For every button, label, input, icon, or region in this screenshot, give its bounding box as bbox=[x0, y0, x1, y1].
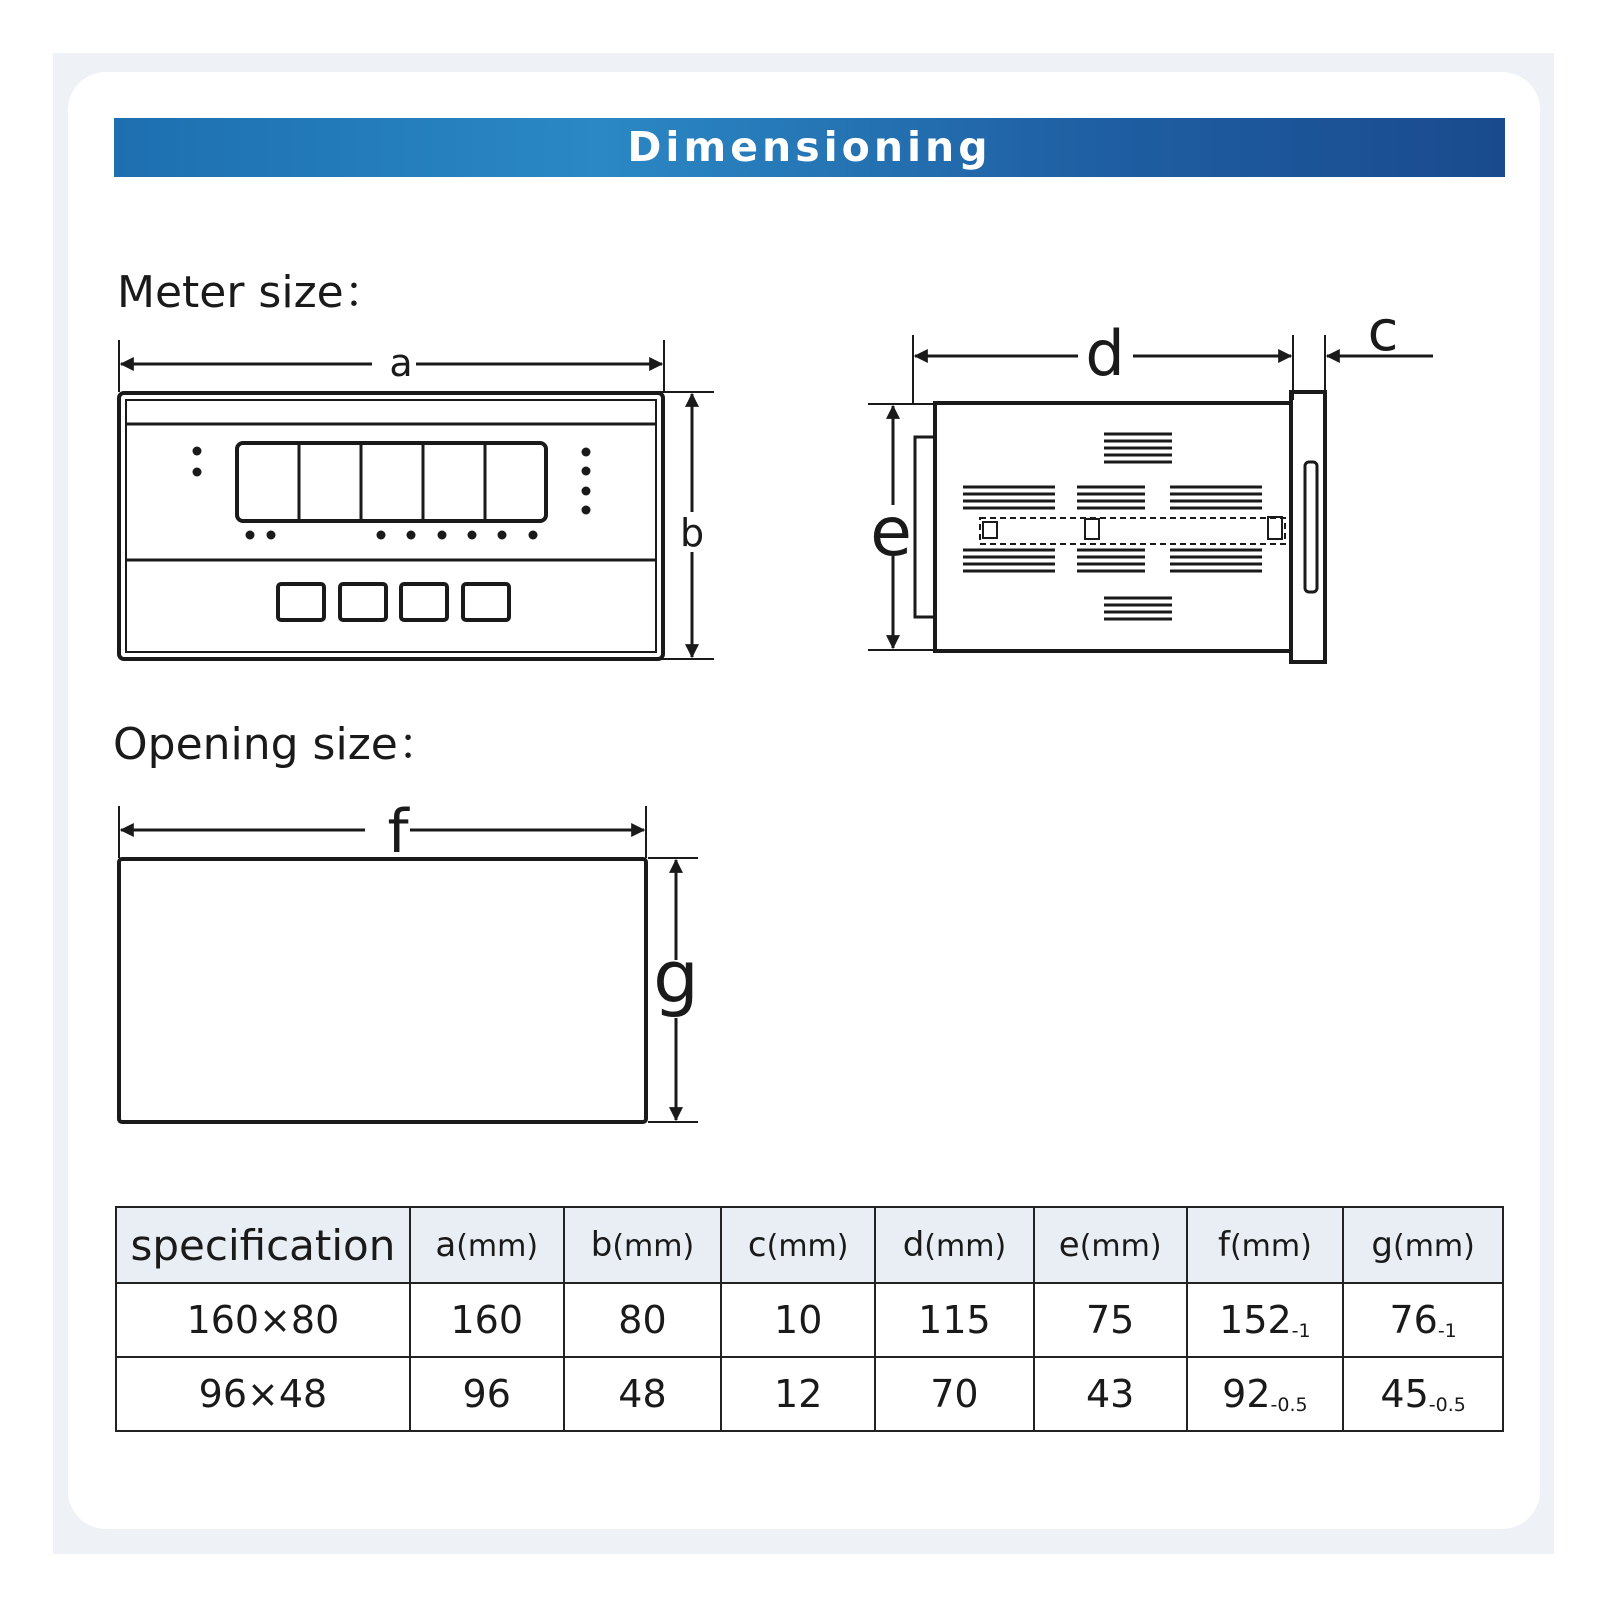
header-specification: specification bbox=[116, 1207, 410, 1283]
cell-f-value: 152 bbox=[1219, 1298, 1292, 1342]
cell-g-tolerance: -0.5 bbox=[1428, 1394, 1466, 1416]
header-c-label: c bbox=[747, 1225, 767, 1265]
cell-f bbox=[1187, 1283, 1344, 1357]
header-c-unit: (mm) bbox=[766, 1229, 849, 1264]
dimension-label-b: b bbox=[679, 511, 705, 555]
cell-e: 75 bbox=[1034, 1283, 1187, 1357]
cell-b: 80 bbox=[564, 1283, 722, 1357]
header-d bbox=[875, 1207, 1034, 1283]
header-b-unit: (mm) bbox=[612, 1229, 695, 1264]
cell-e: 43 bbox=[1034, 1357, 1187, 1431]
header-b-label: b bbox=[590, 1225, 613, 1265]
dimension-label-c: c bbox=[1367, 299, 1399, 364]
dimension-label-a: a bbox=[389, 341, 413, 385]
cell-g bbox=[1343, 1283, 1503, 1357]
cell-f-tolerance: -1 bbox=[1291, 1320, 1311, 1342]
dimension-label-e: e bbox=[870, 493, 912, 572]
header-d-unit: (mm) bbox=[924, 1229, 1007, 1264]
cell-g-value: 45 bbox=[1380, 1372, 1429, 1416]
cell-a: 96 bbox=[410, 1357, 564, 1431]
cell-g-value: 76 bbox=[1389, 1298, 1438, 1342]
terminal-blocks bbox=[963, 434, 1262, 619]
cell-f bbox=[1187, 1357, 1344, 1431]
cell-f-value: 92 bbox=[1222, 1372, 1271, 1416]
header-c bbox=[721, 1207, 875, 1283]
header-a-label: a bbox=[435, 1225, 457, 1265]
header-f bbox=[1187, 1207, 1344, 1283]
table-header-row bbox=[116, 1207, 1503, 1283]
table-row bbox=[116, 1283, 1503, 1357]
header-a-unit: (mm) bbox=[456, 1229, 539, 1264]
cell-spec: 96×48 bbox=[116, 1357, 410, 1431]
cell-b: 48 bbox=[564, 1357, 722, 1431]
opening-size-label: Opening size： bbox=[113, 719, 442, 770]
header-e bbox=[1034, 1207, 1187, 1283]
dimension-label-f: f bbox=[387, 797, 409, 867]
meter-front-view bbox=[119, 340, 714, 659]
header-a bbox=[410, 1207, 564, 1283]
cell-d: 115 bbox=[875, 1283, 1034, 1357]
dimension-label-g: g bbox=[653, 935, 699, 1019]
header-g-label: g bbox=[1371, 1225, 1393, 1265]
header-e-unit: (mm) bbox=[1079, 1229, 1162, 1264]
cell-d: 70 bbox=[875, 1357, 1034, 1431]
meter-size-label: Meter size： bbox=[117, 267, 388, 318]
cell-c: 10 bbox=[721, 1283, 875, 1357]
header-d-label: d bbox=[902, 1225, 925, 1265]
header-f-unit: (mm) bbox=[1229, 1229, 1312, 1264]
header-g-unit: (mm) bbox=[1392, 1229, 1475, 1264]
cell-g-tolerance: -1 bbox=[1437, 1320, 1457, 1342]
header-f-label: f bbox=[1217, 1225, 1230, 1265]
cell-a: 160 bbox=[410, 1283, 564, 1357]
spec-table bbox=[115, 1206, 1504, 1432]
cell-c: 12 bbox=[721, 1357, 875, 1431]
table-row bbox=[116, 1357, 1503, 1431]
header-g bbox=[1343, 1207, 1503, 1283]
indicator-dots bbox=[193, 447, 591, 540]
header-e-label: e bbox=[1058, 1225, 1080, 1265]
banner-title: Dimensioning bbox=[627, 123, 992, 171]
cell-f-tolerance: -0.5 bbox=[1270, 1394, 1308, 1416]
header-b bbox=[564, 1207, 722, 1283]
dimension-label-d: d bbox=[1085, 317, 1125, 390]
cell-g bbox=[1343, 1357, 1503, 1431]
cell-spec: 160×80 bbox=[116, 1283, 410, 1357]
